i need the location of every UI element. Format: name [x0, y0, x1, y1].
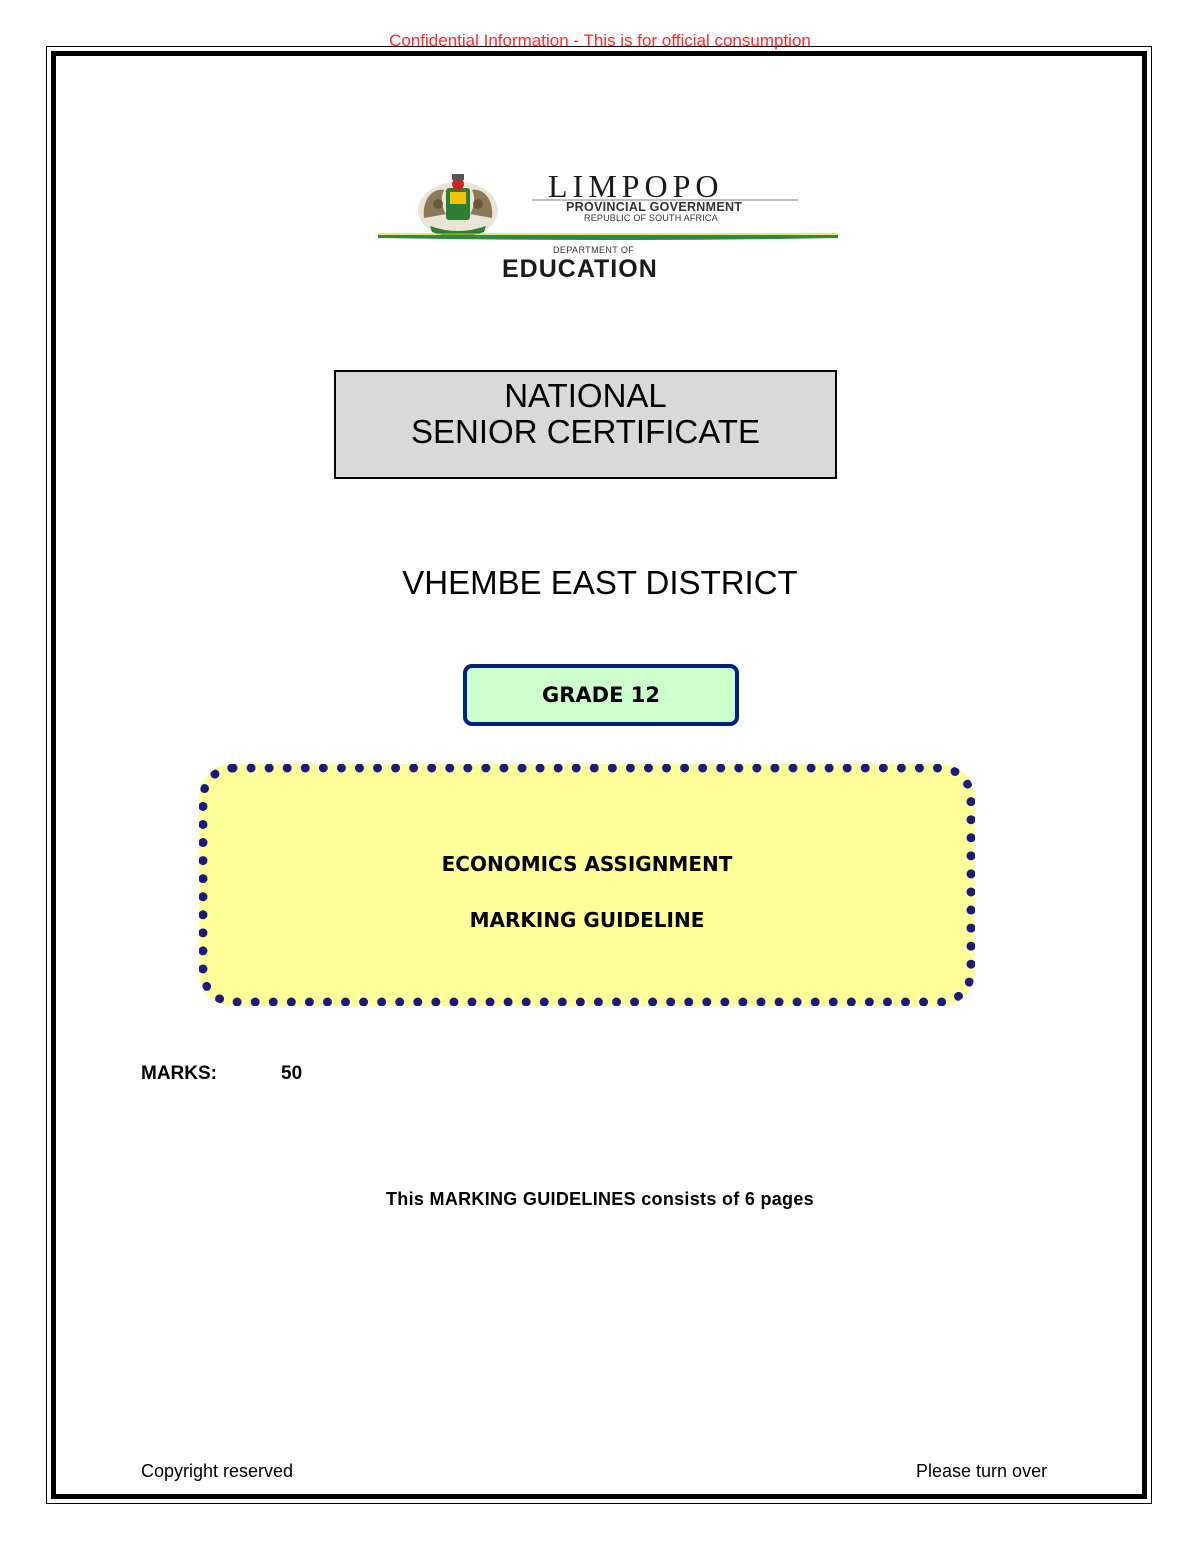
logo-department-of: DEPARTMENT OF — [553, 245, 635, 255]
certificate-title-box — [334, 370, 837, 479]
copyright-footer: Copyright reserved — [141, 1461, 294, 1481]
logo-provincial-government: PROVINCIAL GOVERNMENT — [566, 200, 743, 214]
confidential-notice: Confidential Information - This is for official consumption — [389, 31, 811, 50]
grade-badge: GRADE 12 — [463, 664, 739, 726]
marks-label: MARKS: — [141, 1063, 217, 1084]
assignment-title: ECONOMICS ASSIGNMENT — [441, 852, 733, 876]
assignment-box — [199, 764, 975, 1006]
logo-education: EDUCATION — [502, 255, 658, 283]
assignment-subtitle: MARKING GUIDELINE — [469, 908, 705, 932]
certificate-title-line1: NATIONAL — [504, 377, 667, 414]
certificate-title-line2: SENIOR CERTIFICATE — [411, 413, 760, 450]
page-count-note: This MARKING GUIDELINES consists of 6 pages — [386, 1189, 814, 1209]
district-heading: VHEMBE EAST DISTRICT — [402, 564, 798, 601]
logo-name: LIMPOPO — [548, 168, 724, 204]
limpopo-logo — [370, 160, 840, 285]
marks-value: 50 — [281, 1063, 303, 1084]
logo-republic: REPUBLIC OF SOUTH AFRICA — [584, 213, 718, 223]
turn-over-footer: Please turn over — [916, 1461, 1048, 1481]
